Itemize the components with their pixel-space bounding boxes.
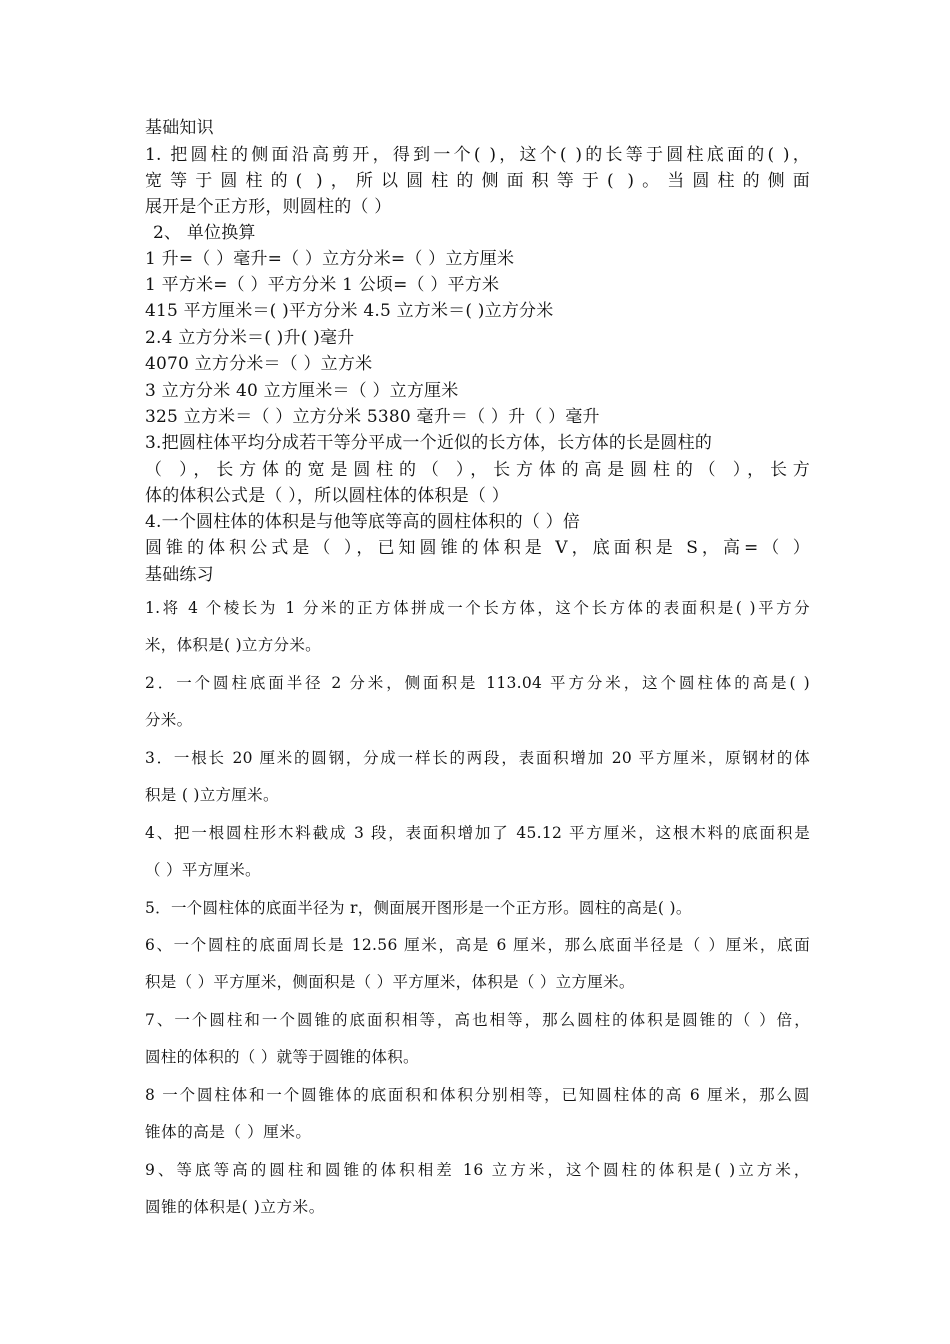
knowledge-q1-line2: 宽等于圆柱的( )，所以圆柱的侧面积等于( )。当圆柱的侧面 <box>145 171 810 191</box>
practice-4-line2: （ ）平方厘米。 <box>145 861 261 879</box>
practice-1-line1: 1.将 4 个棱长为 1 分米的正方体拼成一个长方体，这个长方体的表面积是( )平方分 <box>145 599 810 617</box>
practice-8-line2: 锥体的高是（ ）厘米。 <box>145 1123 312 1141</box>
knowledge-q4-line2: 圆锥的体积公式是（ ），已知圆锥的体积是 V，底面积是 S，高=（ ） <box>145 538 810 558</box>
knowledge-q2-line2: 1 平方米=（ ）平方分米 1 公顷=（ ）平方米 <box>145 275 500 295</box>
practice-2-line1: 2．一个圆柱底面半径 2 分米，侧面积是 113.04 平方分米，这个圆柱体的高是( ) <box>145 674 810 692</box>
knowledge-q2-line6: 3 立方分米 40 立方厘米＝（ ）立方厘米 <box>145 381 459 401</box>
knowledge-q3-line1: 3.把圆柱体平均分成若干等分平成一个近似的长方体，长方体的长是圆柱的 <box>145 433 713 453</box>
practice-2-line2: 分米。 <box>145 711 193 729</box>
practice-5-line1: 5．一个圆柱体的底面半径为 r，侧面展开图形是一个正方形。圆柱的高是( )。 <box>145 899 692 917</box>
knowledge-q3-line3: 体的体积公式是（ ），所以圆柱体的体积是（ ） <box>145 486 509 506</box>
practice-6-line1: 6、一个圆柱的底面周长是 12.56 厘米，高是 6 厘米，那么底面半径是（ ）厘米，底面 <box>145 936 810 954</box>
knowledge-q2-title: 2、 单位换算 <box>153 223 256 243</box>
knowledge-q1-line3: 展开是个正方形，则圆柱的（ ） <box>145 197 392 217</box>
practice-6-line2: 积是（ ）平方厘米，侧面积是（ ）平方厘米，体积是（ ）立方厘米。 <box>145 973 635 991</box>
practice-8-line1: 8 一个圆柱体和一个圆锥体的底面积和体积分别相等，已知圆柱体的高 6 厘米，那么圆 <box>145 1086 810 1104</box>
knowledge-q2-line1: 1 升=（ ）毫升=（ ）立方分米=（ ）立方厘米 <box>145 249 515 269</box>
knowledge-q1-line1: 1. 把圆柱的侧面沿高剪开，得到一个( )，这个( )的长等于圆柱底面的( )， <box>145 145 810 165</box>
practice-3-line2: 积是 ( )立方厘米。 <box>145 786 279 804</box>
knowledge-q2-line4: 2.4 立方分米＝( )升( )毫升 <box>145 328 355 348</box>
section-title-basics: 基础知识 <box>145 118 214 138</box>
practice-9-line2: 圆锥的体积是( )立方米。 <box>145 1198 325 1216</box>
practice-3-line1: 3．一根长 20 厘米的圆钢，分成一样长的两段，表面积增加 20 平方厘米，原钢材的体 <box>145 749 810 767</box>
knowledge-q4-line1: 4.一个圆柱体的体积是与他等底等高的圆柱体积的（ ）倍 <box>145 512 581 532</box>
knowledge-q2-line7: 325 立方米＝（ ）立方分米 5380 毫升＝（ ）升（ ）毫升 <box>145 407 600 427</box>
practice-9-line1: 9、等底等高的圆柱和圆锥的体积相差 16 立方米，这个圆柱的体积是( )立方米， <box>145 1161 810 1179</box>
practice-7-line1: 7、一个圆柱和一个圆锥的底面积相等，高也相等，那么圆柱的体积是圆锥的（ ）倍， <box>145 1011 810 1029</box>
practice-7-line2: 圆柱的体积的（ ）就等于圆锥的体积。 <box>145 1048 419 1066</box>
section-title-practice: 基础练习 <box>145 565 214 585</box>
knowledge-q3-line2: （ ），长方体的宽是圆柱的（ ），长方体的高是圆柱的（ ），长方 <box>145 460 810 480</box>
practice-1-line2: 米，体积是( )立方分米。 <box>145 636 321 654</box>
knowledge-q2-line5: 4070 立方分米＝（ ）立方米 <box>145 354 373 374</box>
practice-4-line1: 4、把一根圆柱形木料截成 3 段，表面积增加了 45.12 平方厘米，这根木料的底面积是 <box>145 824 810 842</box>
knowledge-q2-line3: 415 平方厘米＝( )平方分米 4.5 立方米＝( )立方分米 <box>145 301 554 321</box>
